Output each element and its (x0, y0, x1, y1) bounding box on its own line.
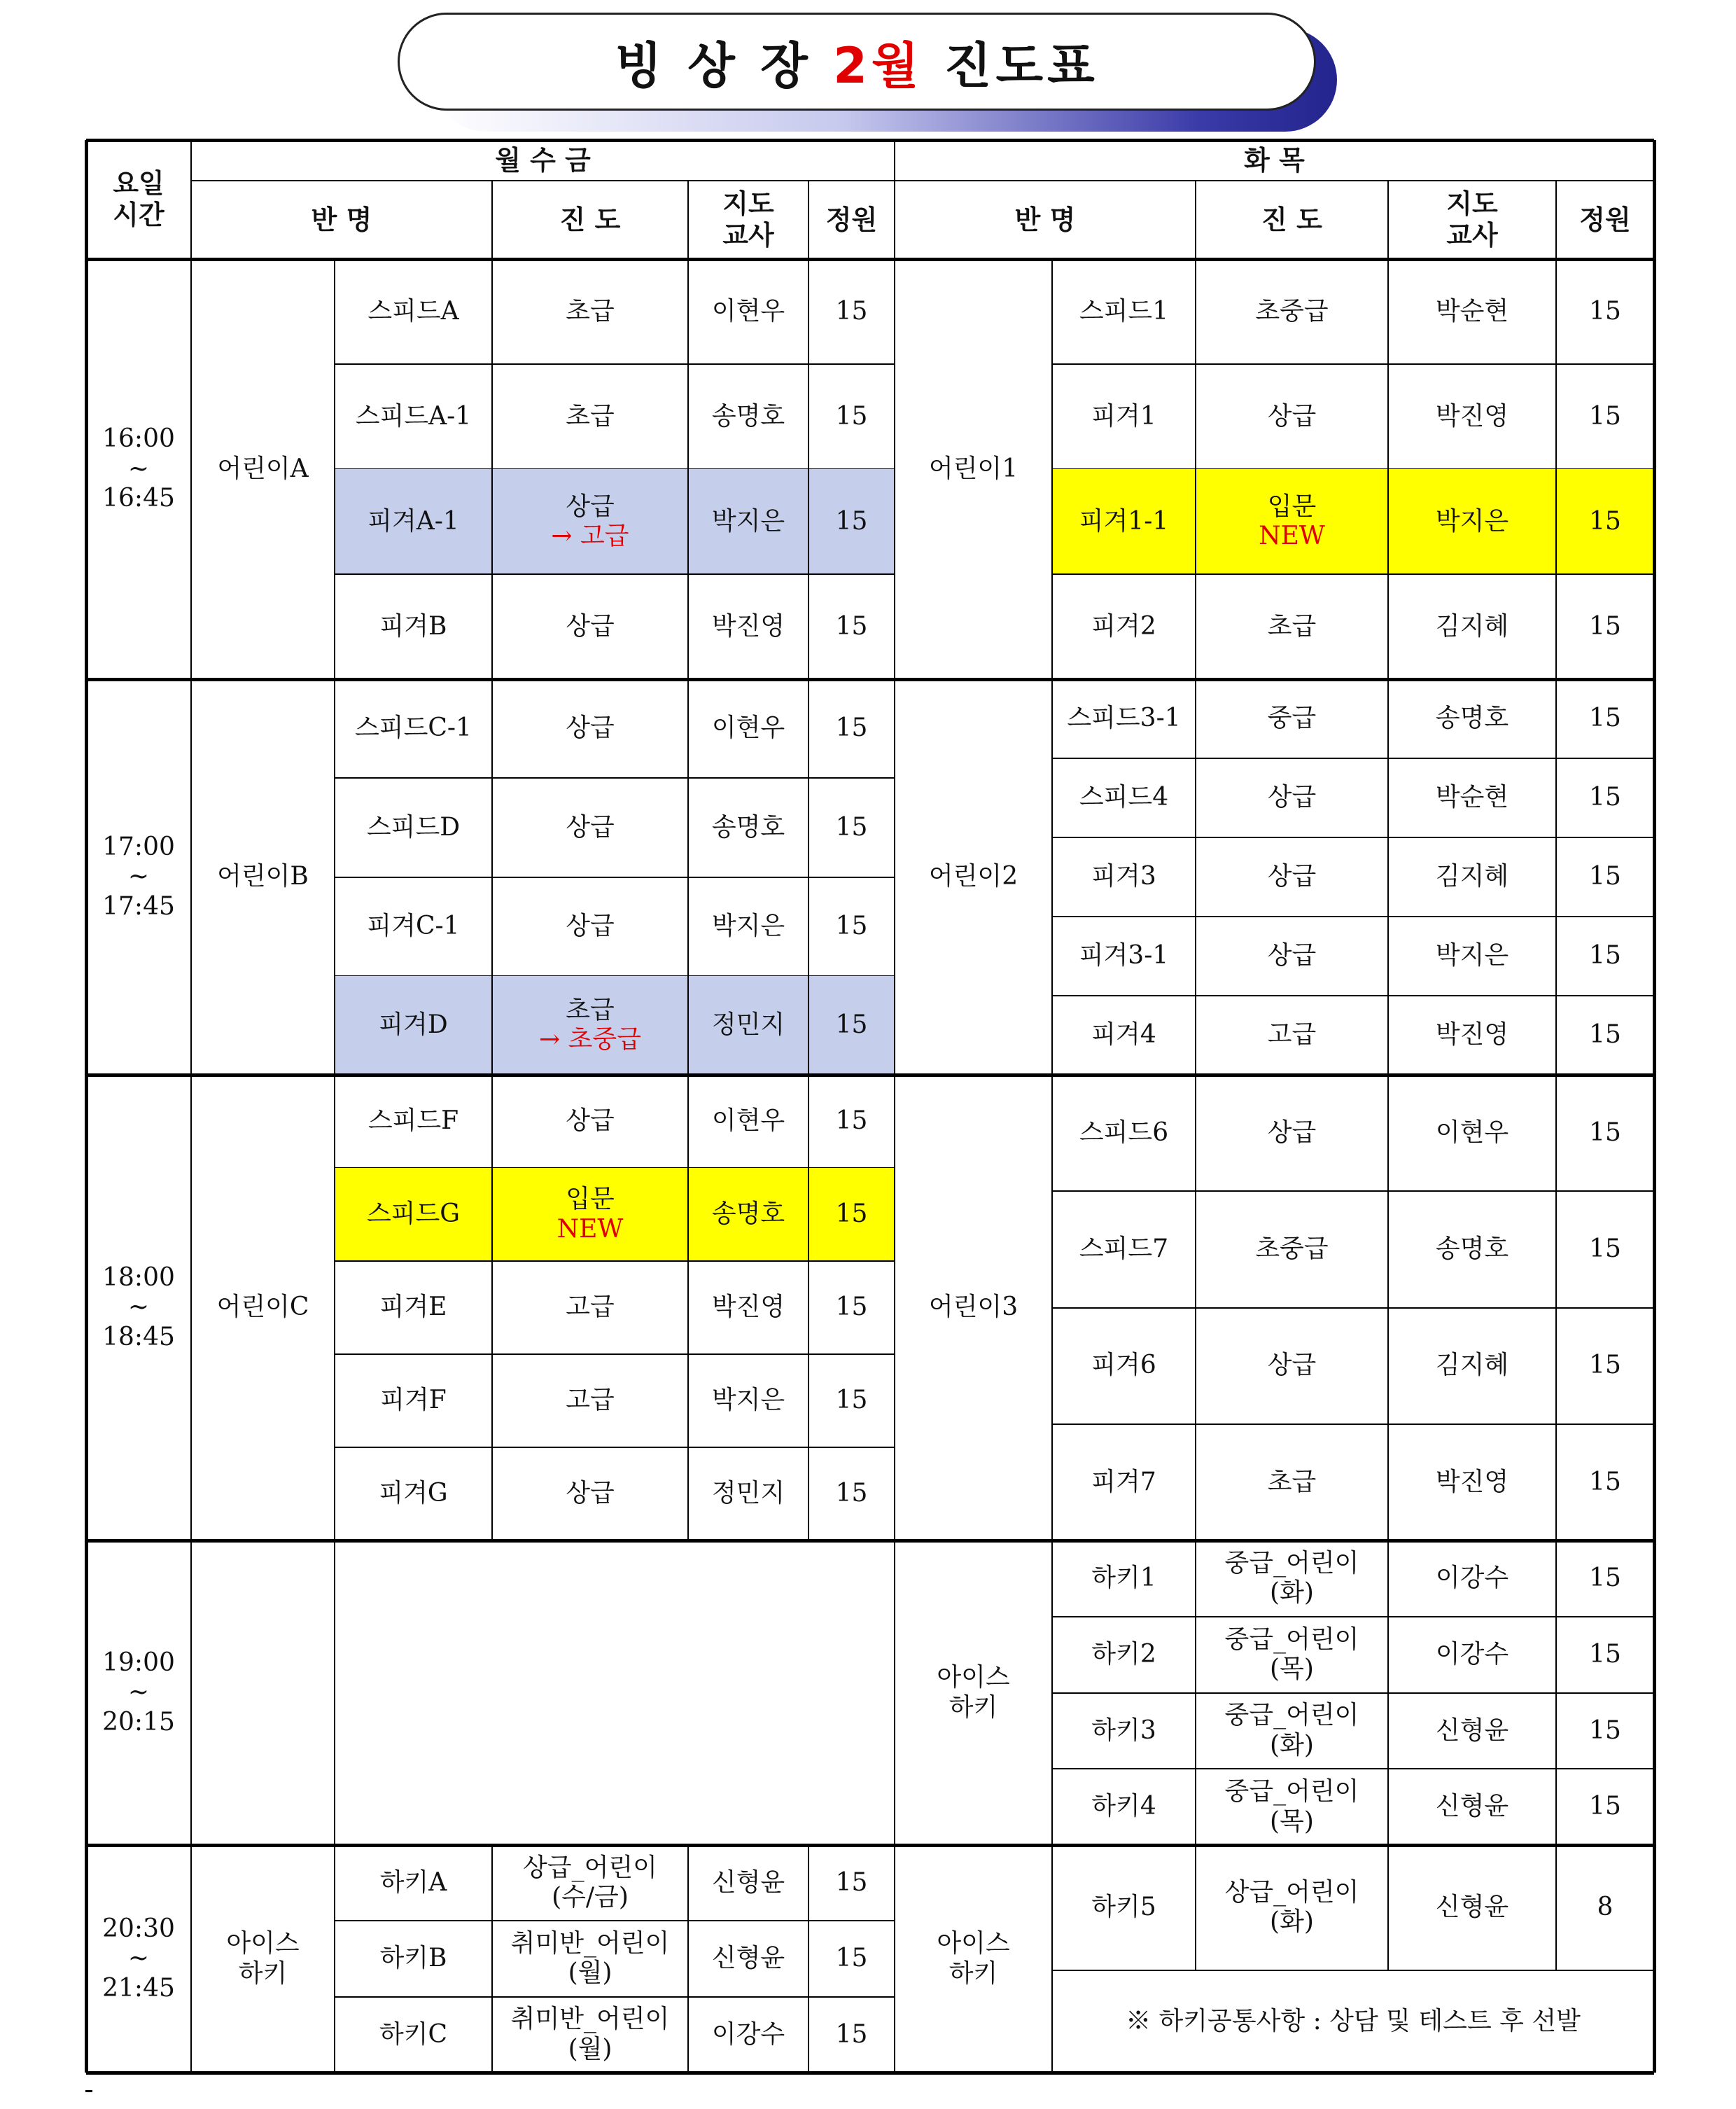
teacher: 박순현 (1435, 783, 1509, 812)
day-label: 요일 (113, 168, 164, 200)
class-name: 하키5 (1091, 1893, 1156, 1922)
progress: 고급 (1267, 1020, 1317, 1050)
teacher: 이현우 (711, 1106, 785, 1136)
progress: 상급 (566, 714, 615, 743)
capacity: 15 (1589, 1118, 1621, 1147)
teacher: 이현우 (711, 296, 785, 326)
progress: 취미반_어린이 (월) (510, 1929, 670, 1988)
v-rule (894, 259, 895, 679)
class-name: 스피드A-1 (355, 401, 472, 431)
v-rule (190, 140, 192, 259)
capacity: 15 (1589, 1564, 1621, 1593)
class-name: 스피드7 (1079, 1234, 1169, 1264)
capacity: 15 (835, 611, 868, 641)
footer-mark (85, 2090, 92, 2092)
v-rule (1195, 259, 1196, 679)
capacity: 15 (1589, 862, 1621, 891)
capacity: 15 (808, 976, 895, 1075)
group-name-mwf: 어린이A (217, 454, 309, 483)
progress-change: NEW (556, 1214, 624, 1244)
capacity: 15 (1589, 783, 1621, 812)
class-name: 스피드A (368, 296, 459, 326)
class-name: 하키A (379, 1867, 447, 1897)
class-name: 스피드G (335, 1168, 492, 1261)
class-name: 하키4 (1091, 1792, 1156, 1821)
teacher: 박진영 (711, 1293, 785, 1322)
teacher: 송명호 (1435, 1234, 1509, 1264)
schedule-table (86, 140, 1654, 2082)
teacher: 송명호 (1435, 704, 1509, 733)
v-rule (1387, 1540, 1389, 1845)
capacity: 15 (835, 1386, 868, 1415)
teacher: 박진영 (711, 611, 785, 641)
v-rule (687, 1845, 689, 2073)
v-rule (334, 1845, 335, 2073)
progress: 초중급 (1255, 296, 1329, 326)
h-rule (86, 2071, 1654, 2075)
v-rule (808, 679, 809, 1075)
time-slot: 16:00 ~ 16:45 (102, 424, 175, 513)
class-name: 하키B (379, 1944, 447, 1973)
title-month: 2월 (833, 36, 923, 95)
v-rule (687, 1075, 689, 1540)
group-name-mwf (191, 1540, 335, 1845)
col-header-progress: 진 도 (1261, 204, 1322, 235)
teacher: 박지은 (711, 1386, 785, 1415)
class-name: 하키C (379, 2019, 448, 2049)
progress-current: 상급 (566, 492, 615, 521)
v-rule (894, 1845, 895, 2073)
v-rule (1555, 181, 1557, 259)
v-rule (190, 1075, 192, 1540)
v-rule (1387, 1845, 1389, 1970)
progress: 상급 (1267, 862, 1317, 891)
progress: 상급_어린이 (화) (1224, 1877, 1359, 1937)
teacher: 박지은 (688, 469, 808, 574)
progress: 상급 (566, 812, 615, 842)
v-rule (491, 181, 493, 259)
v-rule (1051, 259, 1053, 679)
class-name: 피겨1 (1091, 401, 1156, 431)
class-name: 스피드1 (1079, 296, 1169, 326)
group-name-mwf: 어린이B (217, 862, 309, 891)
progress: 중급_어린이 (목) (1224, 1624, 1359, 1684)
teacher: 박지은 (1435, 941, 1509, 970)
teacher: 박지은 (711, 911, 785, 940)
v-rule (1195, 1540, 1196, 1845)
class-name: 피겨G (379, 1479, 448, 1508)
progress: 상급_어린이 (수/금) (523, 1853, 657, 1912)
class-name: 피겨2 (1091, 611, 1156, 641)
v-rule (894, 1540, 895, 1845)
capacity: 15 (835, 714, 868, 743)
v-rule (1387, 679, 1389, 1075)
v-rule (894, 140, 895, 259)
class-name: 스피드C-1 (355, 714, 472, 743)
class-name: 하키2 (1091, 1639, 1156, 1669)
hockey-note: ※ 하키공통사항 : 상담 및 테스트 후 선발 (1126, 2006, 1581, 2035)
group-name-tt: 아이스 하키 (937, 1929, 1010, 1988)
v-rule (190, 1540, 192, 1845)
class-name: 하키1 (1091, 1564, 1156, 1593)
teacher: 김지혜 (1435, 1351, 1509, 1380)
teacher: 송명호 (711, 812, 785, 842)
capacity: 15 (1589, 611, 1621, 641)
class-name: 피겨6 (1091, 1351, 1156, 1380)
teacher: 이현우 (711, 714, 785, 743)
v-rule (1195, 679, 1196, 1075)
v-rule (1555, 1845, 1557, 1970)
progress-current: 입문 (566, 1185, 615, 1214)
time-slot: 18:00 ~ 18:45 (102, 1262, 175, 1351)
v-rule (1195, 1075, 1196, 1540)
class-name: 피겨E (379, 1293, 447, 1322)
progress: 상급 (566, 1106, 615, 1136)
v-rule (1051, 1075, 1053, 1540)
teacher: 박순현 (1435, 296, 1509, 326)
day-time-header (86, 140, 191, 259)
teacher: 박지은 (1388, 469, 1556, 574)
class-name: 스피드D (366, 812, 461, 842)
capacity: 8 (1597, 1893, 1614, 1922)
group-header-tue-thu: 화 목 (1244, 144, 1305, 176)
progress: 상급 (566, 911, 615, 940)
capacity: 15 (1589, 401, 1621, 431)
v-rule (190, 1845, 192, 2073)
progress: 중급_어린이 (화) (1224, 1548, 1359, 1608)
capacity: 15 (835, 2019, 868, 2049)
v-rule (1387, 181, 1389, 259)
v-rule (808, 259, 809, 679)
class-name: 피겨C-1 (367, 911, 460, 940)
teacher: 신형윤 (1435, 1893, 1509, 1922)
v-rule (1195, 1845, 1196, 1970)
class-name: 피겨4 (1091, 1020, 1156, 1050)
capacity: 15 (835, 1293, 868, 1322)
title-suffix: 진도표 (923, 36, 1099, 95)
progress: 초중급 (1255, 1234, 1329, 1264)
v-rule (1051, 679, 1053, 1075)
capacity: 15 (808, 469, 895, 574)
class-name: 피겨3 (1091, 862, 1156, 891)
v-rule (687, 181, 689, 259)
class-name: 스피드3-1 (1067, 704, 1181, 733)
v-rule (1555, 1540, 1557, 1845)
col-header-teacher: 지도 교사 (722, 188, 774, 251)
v-rule (894, 679, 895, 1075)
empty-area (335, 1540, 895, 1845)
progress: 상급 (1267, 783, 1317, 812)
progress-current: 초급 (566, 995, 615, 1024)
teacher: 신형윤 (711, 1944, 785, 1973)
col-header-teacher: 지도 교사 (1446, 188, 1498, 251)
v-rule (1051, 1845, 1053, 2073)
progress: 상급 (566, 1479, 615, 1508)
v-rule (1387, 1075, 1389, 1540)
progress (492, 469, 688, 574)
progress: 중급 (1267, 704, 1317, 733)
progress: 고급 (566, 1386, 615, 1415)
v-rule (85, 140, 88, 2073)
teacher: 박진영 (1435, 1467, 1509, 1496)
v-rule (491, 1845, 493, 2073)
capacity: 15 (835, 401, 868, 431)
capacity: 15 (1589, 704, 1621, 733)
capacity: 15 (1589, 1792, 1621, 1821)
teacher: 이강수 (1435, 1564, 1509, 1593)
class-name: 피겨F (380, 1386, 447, 1415)
capacity: 15 (835, 1867, 868, 1897)
teacher: 정민지 (688, 976, 808, 1075)
v-rule (1555, 679, 1557, 1075)
capacity: 15 (1589, 1639, 1621, 1669)
time-slot: 20:30 ~ 21:45 (102, 1914, 175, 2003)
class-name: 피겨B (379, 611, 447, 641)
progress: 초급 (566, 296, 615, 326)
teacher: 송명호 (688, 1168, 808, 1261)
progress: 중급_어린이 (화) (1224, 1701, 1359, 1760)
capacity: 15 (1589, 1715, 1621, 1745)
teacher: 송명호 (711, 401, 785, 431)
progress: 초급 (1267, 1467, 1317, 1496)
v-rule (190, 259, 192, 679)
v-rule (1195, 181, 1196, 259)
page-title (615, 27, 1099, 97)
progress: 상급 (1267, 941, 1317, 970)
class-name: 피겨7 (1091, 1467, 1156, 1496)
v-rule (808, 1845, 809, 2073)
time-slot: 19:00 ~ 20:15 (102, 1648, 175, 1736)
progress-current: 입문 (1267, 492, 1317, 521)
group-header-mon-wed-fri: 월 수 금 (495, 144, 591, 176)
v-rule (334, 1075, 335, 1540)
class-name: 피겨A-1 (335, 469, 492, 574)
v-rule (808, 1075, 809, 1540)
progress: 취미반_어린이 (월) (510, 2005, 670, 2063)
capacity: 15 (835, 1944, 868, 1973)
capacity: 15 (835, 911, 868, 940)
h-rule (86, 139, 1654, 142)
col-header-class: 반 명 (1014, 204, 1076, 235)
teacher: 김지혜 (1435, 611, 1509, 641)
capacity: 15 (835, 1106, 868, 1136)
progress: 상급 (1267, 1118, 1317, 1147)
v-rule (491, 1075, 493, 1540)
teacher: 박진영 (1435, 1020, 1509, 1050)
v-rule (808, 181, 809, 259)
teacher: 신형윤 (711, 1867, 785, 1897)
v-rule (334, 259, 335, 679)
progress: 중급_어린이 (목) (1224, 1777, 1359, 1836)
v-rule (687, 259, 689, 679)
h-rule (191, 180, 1654, 181)
capacity: 15 (835, 1479, 868, 1508)
progress (492, 1168, 688, 1261)
capacity: 15 (1589, 1234, 1621, 1264)
group-name-mwf: 아이스 하키 (226, 1929, 300, 1988)
class-name: 피겨D (335, 976, 492, 1075)
v-rule (687, 679, 689, 1075)
v-rule (1653, 140, 1656, 2073)
capacity: 15 (808, 1168, 895, 1261)
group-name-tt: 어린이1 (928, 454, 1018, 483)
progress (492, 976, 688, 1075)
capacity: 15 (1589, 1351, 1621, 1380)
capacity: 15 (1589, 1467, 1621, 1496)
progress-change: NEW (1259, 522, 1325, 550)
v-rule (1555, 259, 1557, 679)
group-name-tt: 어린이2 (928, 862, 1018, 891)
capacity: 15 (835, 296, 868, 326)
capacity: 15 (1556, 469, 1654, 574)
v-rule (1387, 259, 1389, 679)
progress (1196, 469, 1388, 574)
v-rule (334, 679, 335, 1075)
teacher: 박진영 (1435, 401, 1509, 431)
teacher: 정민지 (711, 1479, 785, 1508)
class-name: 하키3 (1091, 1715, 1156, 1745)
teacher: 신형윤 (1435, 1715, 1509, 1745)
col-header-capacity: 정원 (825, 204, 878, 235)
v-rule (334, 1540, 335, 1845)
class-name: 피겨3-1 (1079, 941, 1169, 970)
col-header-class: 반 명 (311, 204, 372, 235)
capacity: 15 (1589, 1020, 1621, 1050)
progress: 초급 (566, 401, 615, 431)
class-name: 피겨1-1 (1052, 469, 1196, 574)
class-name: 스피드F (368, 1106, 459, 1136)
capacity: 15 (835, 812, 868, 842)
progress: 상급 (1267, 1351, 1317, 1380)
progress: 초급 (1267, 611, 1317, 641)
title-banner (398, 13, 1316, 111)
title-prefix: 빙 상 장 (615, 36, 834, 95)
teacher: 김지혜 (1435, 862, 1509, 891)
progress-change: → 고급 (551, 522, 629, 550)
v-rule (491, 259, 493, 679)
progress: 상급 (566, 611, 615, 641)
col-header-capacity: 정원 (1579, 204, 1631, 235)
teacher: 이강수 (711, 2019, 785, 2049)
capacity: 15 (1589, 296, 1621, 326)
group-name-tt: 어린이3 (928, 1293, 1018, 1322)
group-name-mwf: 어린이C (216, 1293, 309, 1322)
v-rule (1051, 1540, 1053, 1845)
class-name: 스피드6 (1079, 1118, 1169, 1147)
time-slot: 17:00 ~ 17:45 (102, 832, 175, 921)
time-label: 시간 (113, 200, 164, 230)
progress: 상급 (1267, 401, 1317, 431)
v-rule (190, 679, 192, 1075)
teacher: 이강수 (1435, 1639, 1509, 1669)
v-rule (1555, 1075, 1557, 1540)
progress-change: → 초중급 (539, 1025, 641, 1054)
col-header-progress: 진 도 (559, 204, 621, 235)
v-rule (491, 679, 493, 1075)
class-name: 스피드4 (1079, 783, 1169, 812)
progress: 고급 (566, 1293, 615, 1322)
teacher: 이현우 (1435, 1118, 1509, 1147)
group-name-tt: 아이스 하키 (937, 1663, 1010, 1722)
teacher: 신형윤 (1435, 1792, 1509, 1821)
capacity: 15 (1589, 941, 1621, 970)
v-rule (894, 1075, 895, 1540)
